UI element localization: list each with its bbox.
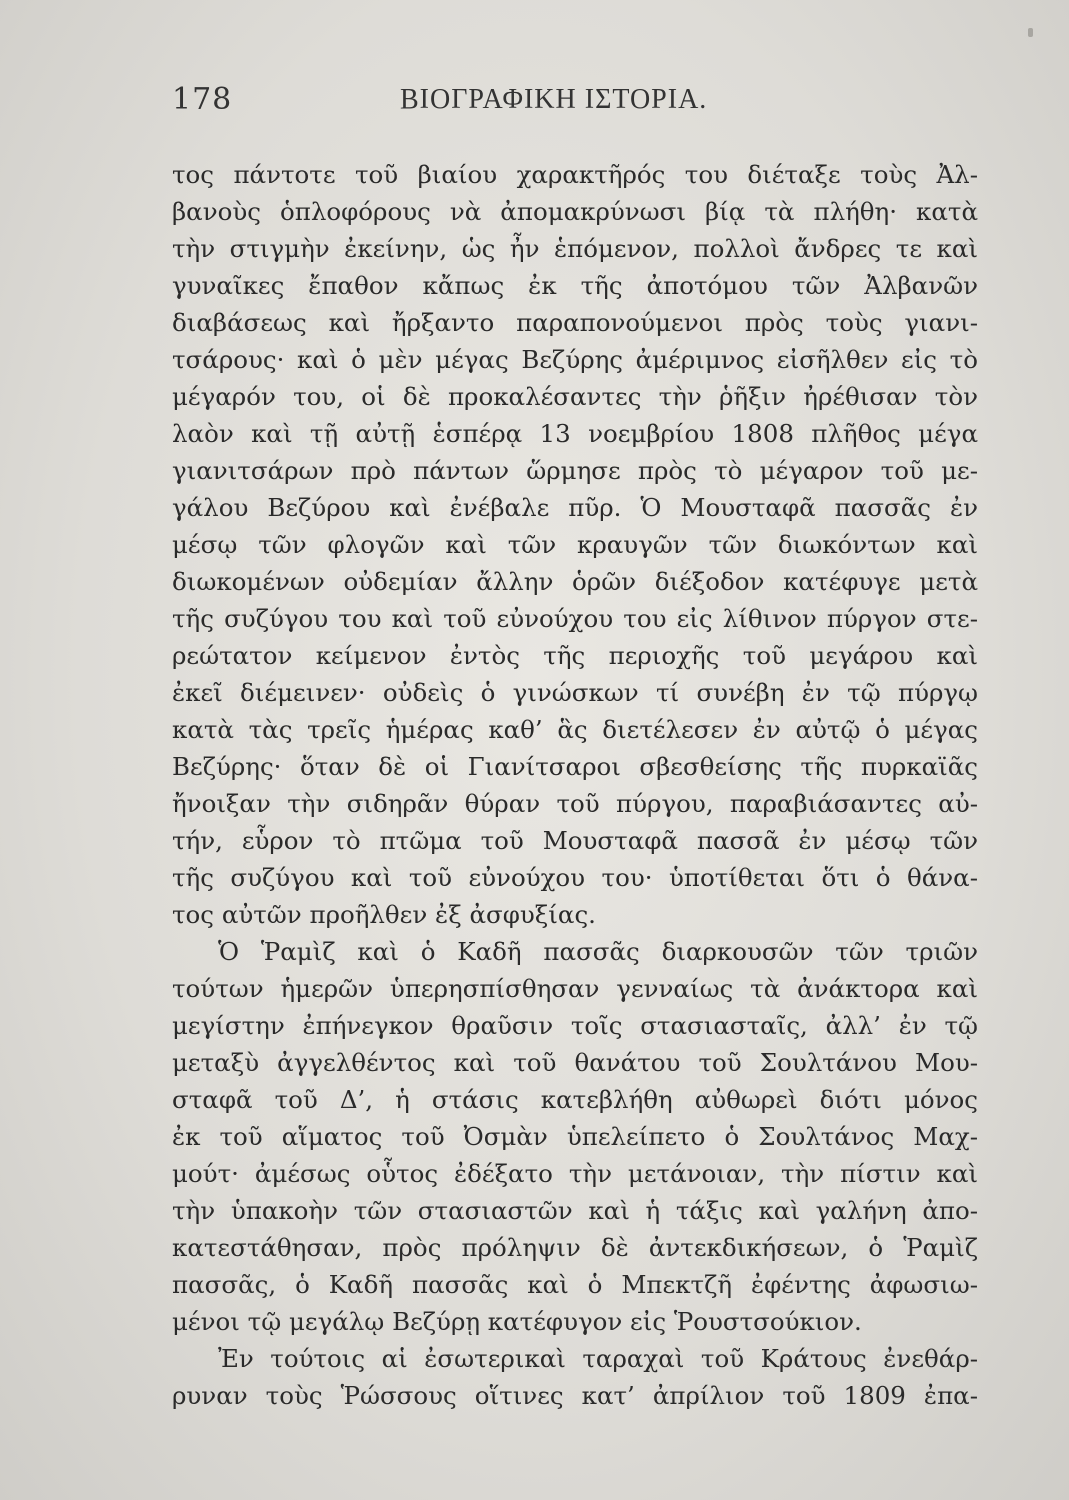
text-line: τῆς συζύγου καὶ τοῦ εὐνούχου του· ὑποτίθεται ὅτι ὁ θάνα- [172,863,978,892]
text-line: γυναῖκες ἔπαθον κἄπως ἐκ τῆς ἀποτόμου τῶν Ἀλβανῶν [172,271,978,300]
text-line: κατὰ τὰς τρεῖς ἡμέρας καθ’ ἃς διετέλεσεν ἐν αὐτῷ ὁ μέγας [172,715,978,744]
text-line: γιανιτσάρων πρὸ πάντων ὥρμησε πρὸς τὸ μέγαρον τοῦ με- [172,456,978,485]
text-line: μούτ· ἀμέσως οὗτος ἐδέξατο τὴν μετάνοιαν, τὴν πίστιν καὶ [172,1159,978,1188]
body-text [172,156,978,1414]
text-line: πασσᾶς, ὁ Καδῆ πασσᾶς καὶ ὁ Μπεκτζῆ ἐφέντης ἀφωσιω- [172,1270,978,1299]
page-number: 178 [172,82,233,117]
paragraph-start-line: Ἐν τούτοις αἱ ἐσωτερικαὶ ταραχαὶ τοῦ Κράτους ἐνεθάρ- [218,1344,978,1373]
paragraph-end-line: τος αὐτῶν προῆλθεν ἐξ ἀσφυξίας. [172,900,596,929]
page-header [172,82,978,126]
text-line: ἤνοιξαν τὴν σιδηρᾶν θύραν τοῦ πύργου, παραβιάσαντες αὐ- [172,789,978,818]
text-line: κατεστάθησαν, πρὸς πρόληψιν δὲ ἀντεκδικήσεων, ὁ Ῥαμὶζ [172,1233,978,1262]
text-line: λαὸν καὶ τῇ αὐτῇ ἑσπέρᾳ 13 νοεμβρίου 1808 πλῆθος μέγα [172,419,978,448]
text-line: τῆς συζύγου του καὶ τοῦ εὐνούχου του εἰς λίθινον πύργον στε- [172,604,978,633]
text-line: τὴν στιγμὴν ἐκείνην, ὡς ἦν ἑπόμενον, πολλοὶ ἄνδρες τε καὶ [172,234,978,263]
text-line: γάλου Βεζύρου καὶ ἐνέβαλε πῦρ. Ὁ Μουσταφᾶ πασσᾶς ἐν [172,493,978,522]
text-line: τσάρους· καὶ ὁ μὲν μέγας Βεζύρης ἀμέριμνος εἰσῆλθεν εἰς τὸ [172,345,978,374]
text-line: ρυναν τοὺς Ῥώσσους οἵτινες κατ’ ἀπρίλιον τοῦ 1809 ἐπα- [172,1381,978,1410]
text-line: Βεζύρης· ὅταν δὲ οἱ Γιανίτσαροι σβεσθείσης τῆς πυρκαϊᾶς [172,752,978,781]
text-line: διωκομένων οὐδεμίαν ἄλλην ὁρῶν διέξοδον κατέφυγε μετὰ [172,567,978,596]
text-line: τὴν ὑπακοὴν τῶν στασιαστῶν καὶ ἡ τάξις καὶ γαλήνη ἀπο- [172,1196,978,1225]
text-line: ρεώτατον κείμενον ἐντὸς τῆς περιοχῆς τοῦ μεγάρου καὶ [172,641,978,670]
text-line: τος πάντοτε τοῦ βιαίου χαρακτῆρός του διέταξε τοὺς Ἀλ- [172,160,978,189]
text-line: διαβάσεως καὶ ἤρξαντο παραπονούμενοι πρὸς τοὺς γιανι- [172,308,978,337]
text-line: μεταξὺ ἀγγελθέντος καὶ τοῦ θανάτου τοῦ Σουλτάνου Μου- [172,1048,978,1077]
text-line: σταφᾶ τοῦ Δ’, ἡ στάσις κατεβλήθη αὐθωρεὶ διότι μόνος [172,1085,978,1114]
paragraph-end-line: μένοι τῷ μεγάλῳ Βεζύρῃ κατέφυγον εἰς Ῥουστσούκιον. [172,1307,862,1336]
paragraph-start-line: Ὁ Ῥαμὶζ καὶ ὁ Καδῆ πασσᾶς διαρκουσῶν τῶν τριῶν [218,937,978,966]
text-line: βανοὺς ὁπλοφόρους νὰ ἀπομακρύνωσι βίᾳ τὰ πλήθη· κατὰ [172,197,978,226]
text-line: μέσῳ τῶν φλογῶν καὶ τῶν κραυγῶν τῶν διωκόντων καὶ [172,530,978,559]
text-line: μέγαρόν του, οἱ δὲ προκαλέσαντες τὴν ῥῆξιν ἠρέθισαν τὸν [172,382,978,411]
paper-speck [1028,28,1033,37]
text-line: ἐκεῖ διέμεινεν· οὐδεὶς ὁ γινώσκων τί συνέβη ἐν τῷ πύργῳ [172,678,978,707]
running-title: ΒΙΟΓΡΑΦΙΚΗ ΙΣΤΟΡΙΑ. [400,84,708,115]
text-line: τούτων ἡμερῶν ὑπερησπίσθησαν γενναίως τὰ ἀνάκτορα καὶ [172,974,978,1003]
text-line: τήν, εὗρον τὸ πτῶμα τοῦ Μουσταφᾶ πασσᾶ ἐν μέσῳ τῶν [172,826,978,855]
text-line: μεγίστην ἐπήνεγκον θραῦσιν τοῖς στασιασταῖς, ἀλλ’ ἐν τῷ [172,1011,978,1040]
text-line: ἐκ τοῦ αἵματος τοῦ Ὀσμὰν ὑπελείπετο ὁ Σουλτάνος Μαχ- [172,1122,978,1151]
